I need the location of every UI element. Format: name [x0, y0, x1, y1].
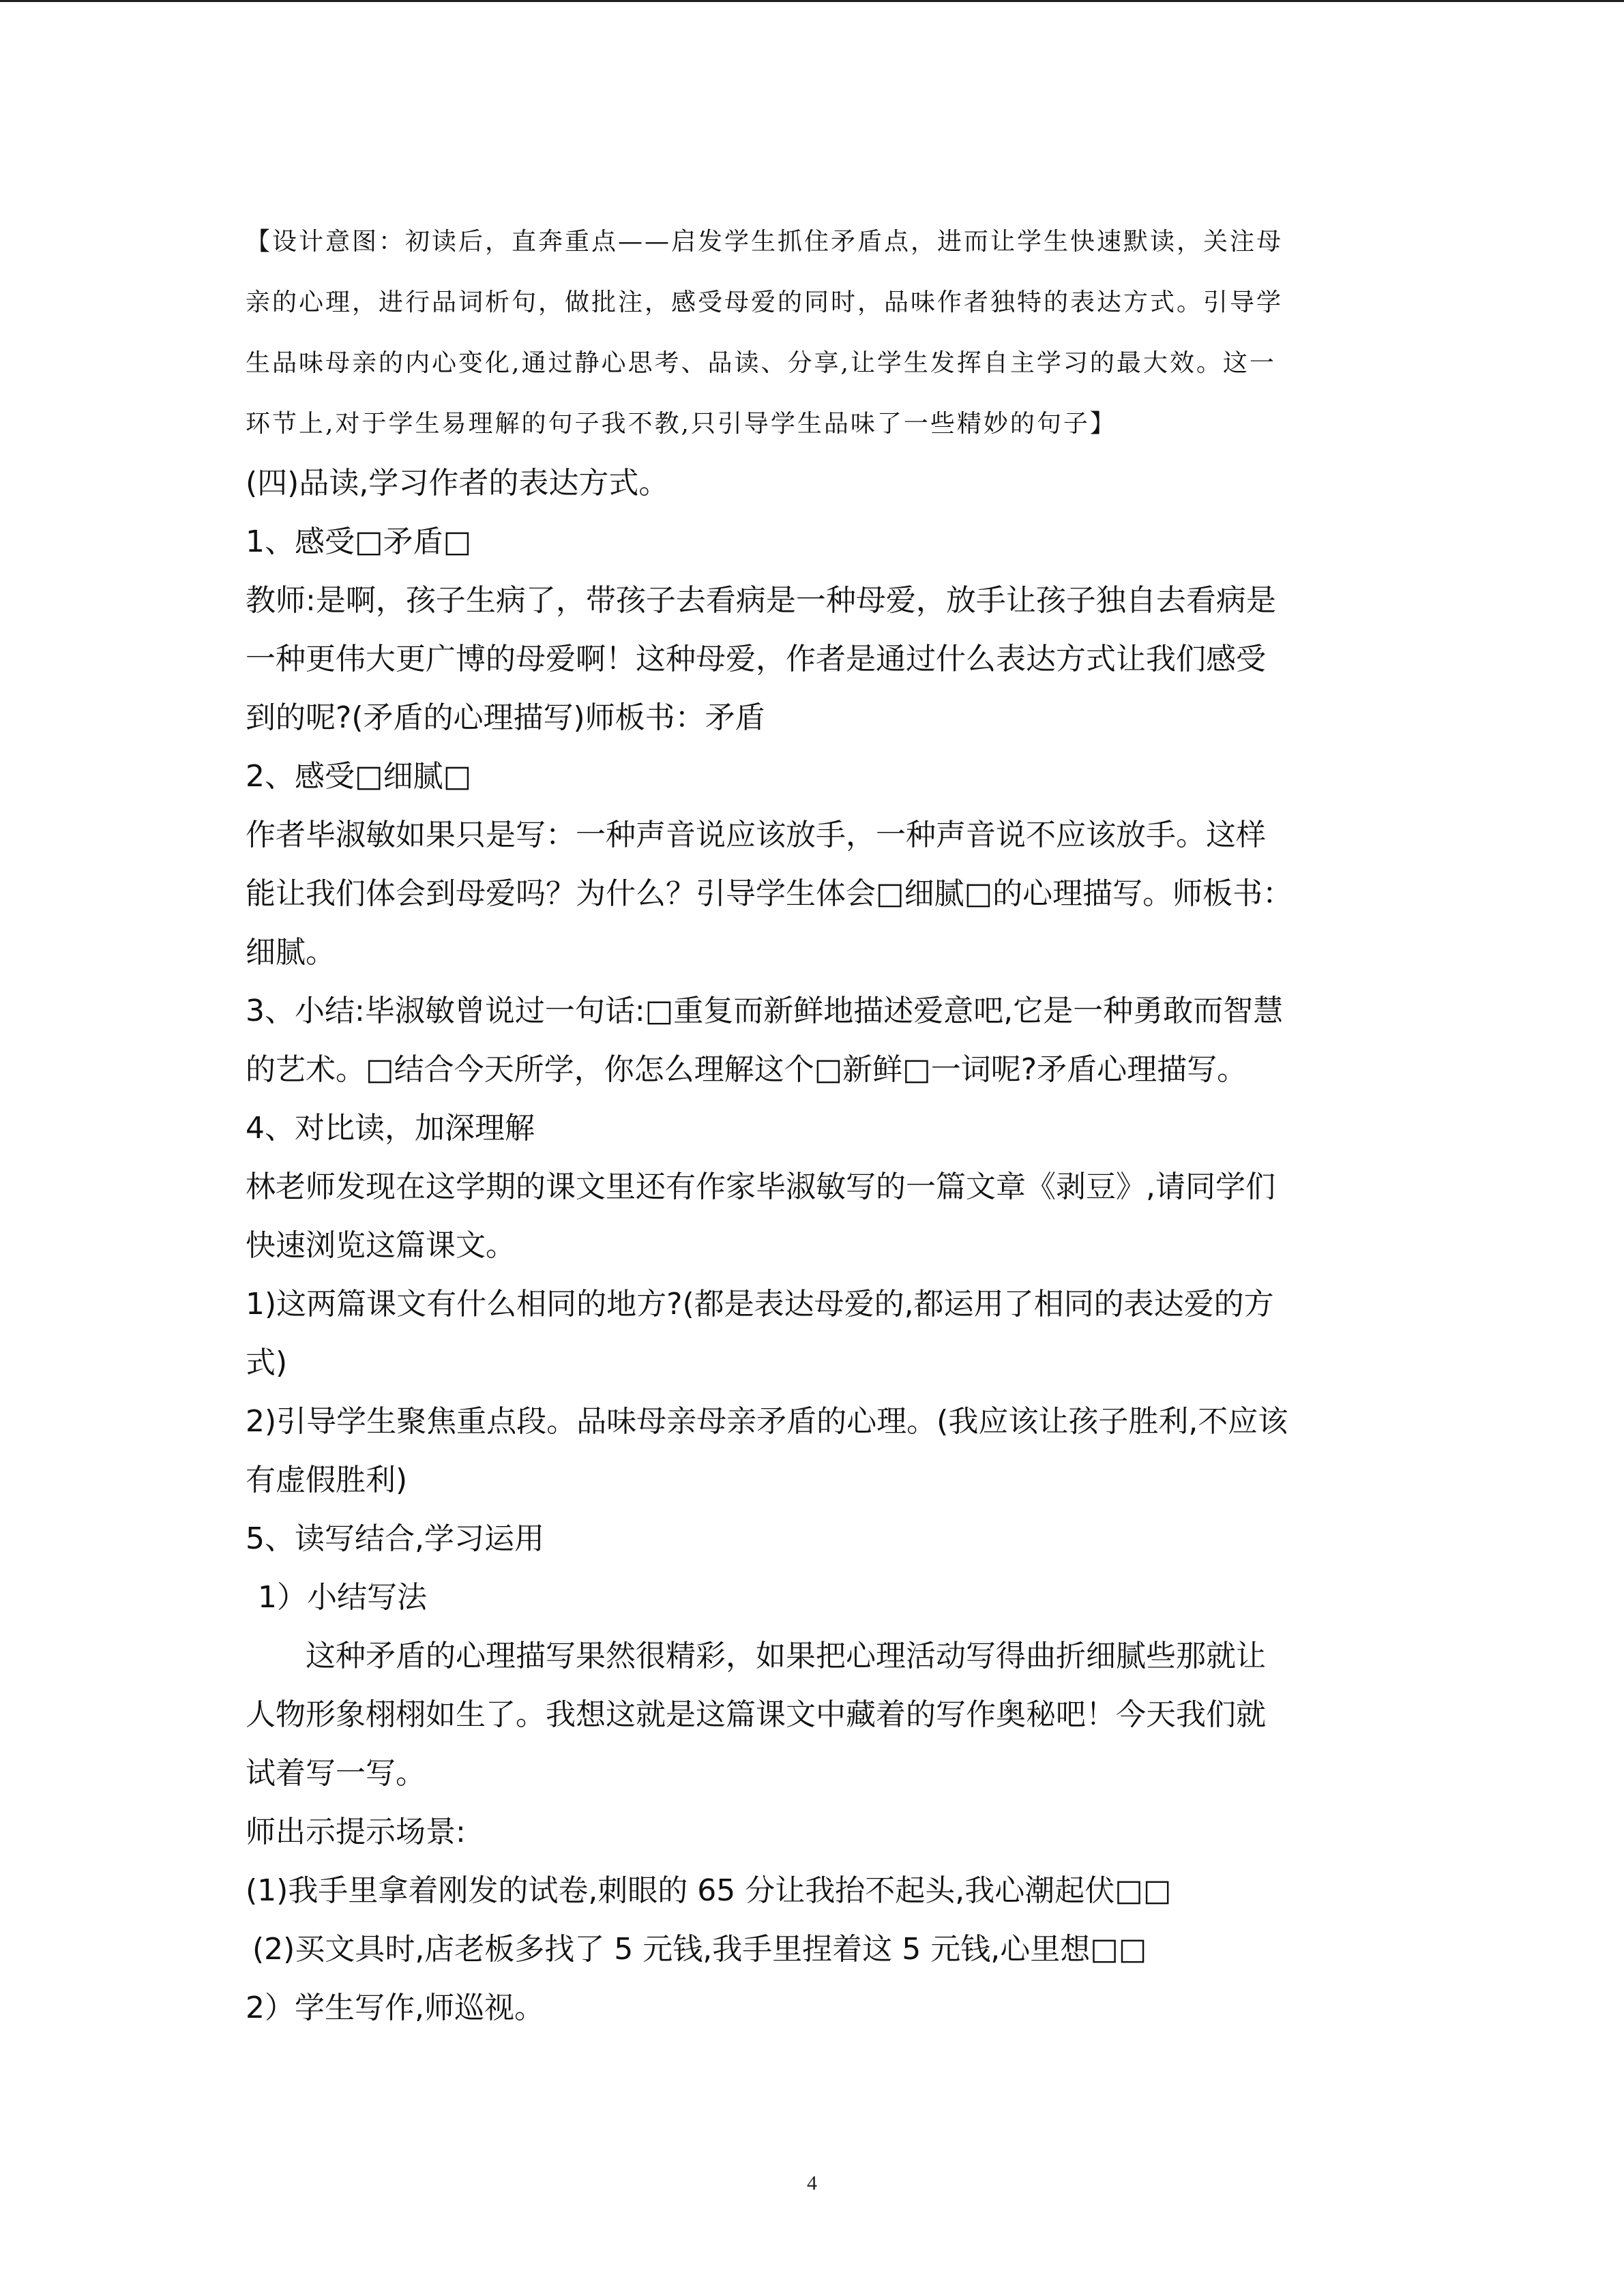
paragraph-line: 有虚假胜利)	[246, 1463, 408, 1497]
paragraph-line: 一种更伟大更广博的母爱啊！这种母爱，作者是通过什么表达方式让我们感受	[246, 642, 1266, 676]
subheading: 5、读写结合,学习运用	[246, 1521, 544, 1556]
document-page	[246, 211, 1378, 2038]
paragraph-line: 师出示提示场景:	[246, 1815, 466, 1849]
paragraph-line: 能让我们体会到母爱吗？为什么？引导学生体会□细腻□的心理描写。师板书：	[246, 876, 1293, 911]
paragraph-line: 2）学生写作,师巡视。	[246, 1991, 544, 2025]
design-note-line: 生品味母亲的内心变化,通过静心思考、品读、分享,让学生发挥自主学习的最大效。这一	[246, 349, 1276, 377]
subheading: 1）小结写法	[258, 1580, 427, 1615]
design-note-line: 环节上,对于学生易理解的句子我不教,只引导学生品味了一些精妙的句子】	[246, 410, 1117, 438]
paragraph-line: 教师:是啊，孩子生病了，带孩子去看病是一种母爱，放手让孩子独自去看病是	[246, 583, 1276, 618]
paragraph-line: 林老师发现在这学期的课文里还有作家毕淑敏写的一篇文章《剥豆》,请同学们	[246, 1169, 1275, 1204]
paragraph-line: 这种矛盾的心理描写果然很精彩，如果把心理活动写得曲折细腻些那就让	[306, 1639, 1266, 1673]
list-item: (2)买文具时,店老板多找了 5 元钱,我手里捏着这 5 元钱,心里想□□	[252, 1932, 1147, 1967]
subheading: 2、感受□细腻□	[246, 759, 472, 794]
paragraph-line: 细腻。	[246, 935, 336, 970]
design-note-block	[246, 211, 1378, 454]
design-note-line: 亲的心理，进行品词析句，做批注，感受母爱的同时，品味作者独特的表达方式。引导学	[246, 288, 1284, 316]
paragraph-line: 快速浏览这篇课文。	[246, 1228, 516, 1263]
paragraph-line: 2)引导学生聚焦重点段。品味母亲母亲矛盾的心理。(我应该让孩子胜利,不应该	[246, 1404, 1288, 1439]
paragraph-line: 作者毕淑敏如果只是写：一种声音说应该放手，一种声音说不应该放手。这样	[246, 818, 1266, 852]
top-border-line	[0, 0, 1624, 2]
paragraph-line: 式)	[246, 1345, 288, 1380]
subheading: 4、对比读，加深理解	[246, 1111, 535, 1146]
paragraph-line: 到的呢?(矛盾的心理描写)师板书：矛盾	[246, 700, 765, 735]
design-note-line: 【设计意图：初读后，直奔重点——启发学生抓住矛盾点，进而让学生快速默读，关注母	[246, 228, 1284, 256]
list-item: (1)我手里拿着刚发的试卷,刺眼的 65 分让我抬不起头,我心潮起伏□□	[246, 1873, 1172, 1908]
subheading: 1、感受□矛盾□	[246, 524, 472, 559]
paragraph-line: 1)这两篇课文有什么相同的地方?(都是表达母爱的,都运用了相同的表达爱的方	[246, 1287, 1274, 1322]
page-number: 4	[807, 2172, 817, 2194]
paragraph-line: 的艺术。□结合今天所学，你怎么理解这个□新鲜□一词呢?矛盾心理描写。	[246, 1052, 1247, 1087]
section-heading: (四)品读,学习作者的表达方式。	[246, 466, 669, 501]
paragraph-line: 试着写一写。	[246, 1756, 426, 1791]
body-text	[246, 454, 1378, 2038]
paragraph-line: 人物形象栩栩如生了。我想这就是这篇课文中藏着的写作奥秘吧！今天我们就	[246, 1697, 1266, 1732]
paragraph-line: 3、小结:毕淑敏曾说过一句话:□重复而新鲜地描述爱意吧,它是一种勇敢而智慧	[246, 994, 1284, 1028]
